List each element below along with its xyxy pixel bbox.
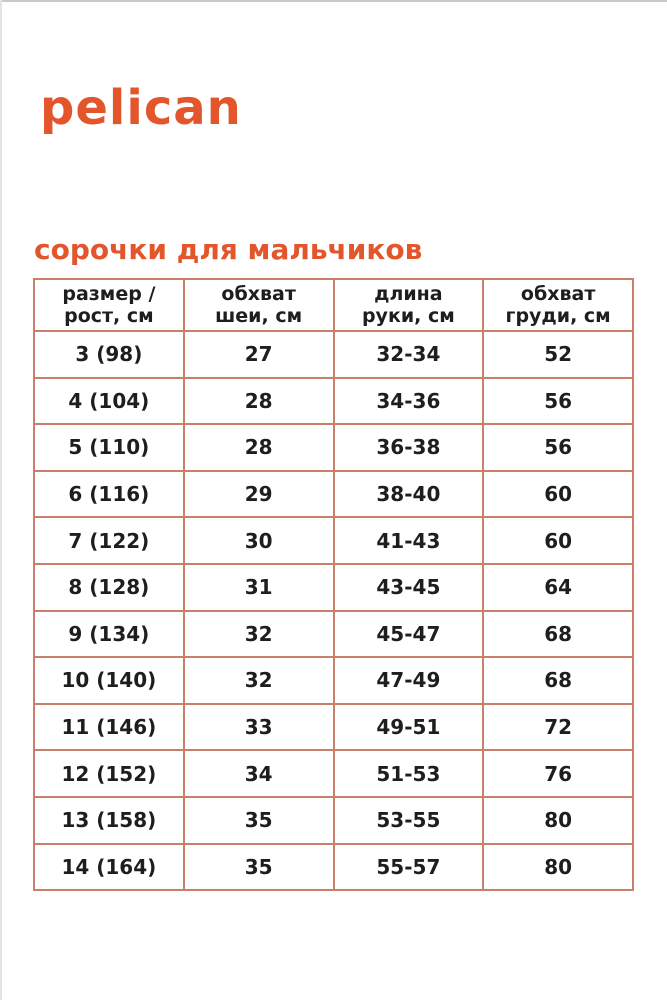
table-cell: 9 (134): [34, 611, 184, 658]
column-header-line: шеи, см: [215, 305, 303, 327]
table-cell: 4 (104): [34, 378, 184, 425]
table-cell: 68: [483, 657, 633, 704]
table-cell: 76: [483, 750, 633, 797]
column-header-line: руки, см: [361, 305, 455, 327]
table-cell: 32-34: [334, 331, 484, 378]
column-header-line: обхват: [221, 282, 296, 305]
table-cell: 3 (98): [34, 331, 184, 378]
table-cell: 43-45: [334, 564, 484, 611]
table-cell: 7 (122): [34, 517, 184, 564]
table-cell: 60: [483, 517, 633, 564]
table-cell: 41-43: [334, 517, 484, 564]
page-title: сорочки для мальчиков: [34, 232, 423, 266]
table-cell: 29: [184, 471, 334, 518]
table-cell: 47-49: [334, 657, 484, 704]
table-cell: 30: [184, 517, 334, 564]
table-row: [34, 378, 633, 425]
column-header-line: длина: [374, 282, 443, 305]
table-cell: 6 (116): [34, 471, 184, 518]
table-row: [34, 564, 633, 611]
table-cell: 10 (140): [34, 657, 184, 704]
table-cell: 56: [483, 424, 633, 471]
table-cell: 27: [184, 331, 334, 378]
column-header-line: рост, см: [64, 305, 154, 327]
table-cell: 34: [184, 750, 334, 797]
table-cell: 55-57: [334, 844, 484, 891]
table-cell: 64: [483, 564, 633, 611]
table-row: [34, 704, 633, 751]
column-header-line: размер /: [62, 282, 156, 305]
table-cell: 13 (158): [34, 797, 184, 844]
table-cell: 35: [184, 797, 334, 844]
table-cell: 60: [483, 471, 633, 518]
table-row: [34, 471, 633, 518]
table-cell: 52: [483, 331, 633, 378]
column-header-arm: [334, 279, 484, 331]
table-cell: 38-40: [334, 471, 484, 518]
column-header-size-height: [34, 279, 184, 331]
page-left-edge-line: [0, 0, 2, 1000]
column-header-line: груди, см: [505, 305, 611, 327]
table-cell: 32: [184, 657, 334, 704]
table-row: [34, 517, 633, 564]
table-cell: 35: [184, 844, 334, 891]
table-cell: 72: [483, 704, 633, 751]
table-row: [34, 611, 633, 658]
column-header-neck: [184, 279, 334, 331]
table-row: [34, 750, 633, 797]
table-cell: 32: [184, 611, 334, 658]
table-cell: 5 (110): [34, 424, 184, 471]
table-cell: 80: [483, 797, 633, 844]
table-cell: 33: [184, 704, 334, 751]
table-cell: 45-47: [334, 611, 484, 658]
table-row: [34, 424, 633, 471]
page-top-edge-line: [0, 0, 667, 2]
table-cell: 34-36: [334, 378, 484, 425]
table-cell: 49-51: [334, 704, 484, 751]
size-table: [33, 278, 634, 891]
table-cell: 80: [483, 844, 633, 891]
column-header-line: обхват: [520, 282, 596, 305]
table-cell: 51-53: [334, 750, 484, 797]
table-row: [34, 844, 633, 891]
table-row: [34, 331, 633, 378]
table-cell: 28: [184, 378, 334, 425]
table-header-row: [34, 279, 633, 331]
table-cell: 11 (146): [34, 704, 184, 751]
brand-logo: pelican: [40, 80, 242, 136]
table-cell: 8 (128): [34, 564, 184, 611]
table-cell: 56: [483, 378, 633, 425]
table-cell: 36-38: [334, 424, 484, 471]
table-cell: 28: [184, 424, 334, 471]
table-cell: 12 (152): [34, 750, 184, 797]
table-cell: 68: [483, 611, 633, 658]
table-cell: 14 (164): [34, 844, 184, 891]
table-cell: 31: [184, 564, 334, 611]
table-cell: 53-55: [334, 797, 484, 844]
table-row: [34, 657, 633, 704]
size-table-body: [34, 331, 633, 890]
column-header-chest: [483, 279, 633, 331]
table-row: [34, 797, 633, 844]
